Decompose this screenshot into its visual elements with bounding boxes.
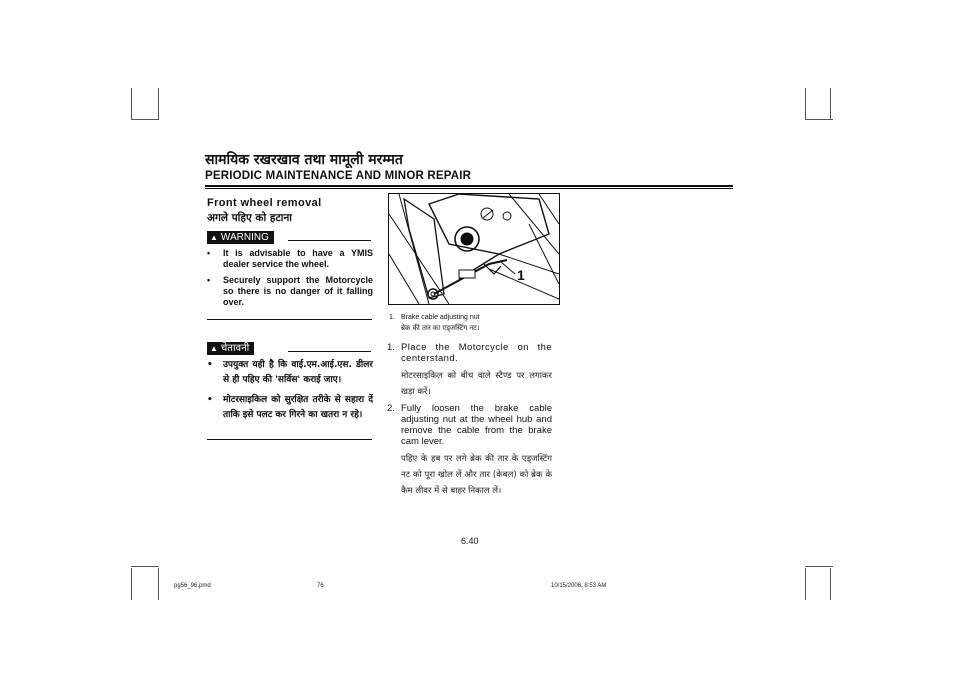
warning-list-hindi [207, 358, 373, 428]
warning-list [207, 248, 373, 313]
step-number: 2. [387, 403, 395, 414]
warning-icon: ▲ [210, 344, 218, 353]
caption-number: 1. [389, 314, 395, 321]
crop-mark [805, 568, 806, 600]
list-item: • Securely support the Motorcycle so there is no danger of it falling over. [207, 275, 373, 307]
warning-badge-hindi [207, 342, 254, 355]
header-rule [205, 185, 733, 187]
page-title: PERIODIC MAINTENANCE AND MINOR REPAIR [205, 170, 472, 182]
warning-end-rule [207, 319, 372, 320]
wheel-hub-illustration [389, 194, 559, 304]
warning-item: Securely support the Motorcycle so there is no danger of it falling over. [223, 275, 373, 307]
procedure-steps [387, 342, 552, 502]
crop-mark [830, 568, 831, 600]
step-text-hindi: मोटरसाइकिल को बीच वाले स्टैण्ड पर लगाकर खड़ा करें। [401, 371, 552, 397]
step-item [387, 342, 552, 400]
section-title-hindi: अगले पहिए को हटाना [207, 212, 293, 224]
crop-mark [131, 568, 132, 600]
footer-page: 76 [317, 583, 324, 589]
crop-mark [158, 568, 159, 600]
list-item: • मोटरसाइकिल को सुरक्षित तरीके से सहारा दें ताकि इसे पलट कर गिरने का खतरा न रहे। [207, 395, 373, 420]
step-text: Place the Motorcycle on the centerstand. [401, 342, 552, 364]
list-item: • It is advisable to have a YMIS dealer service the wheel. [207, 248, 373, 269]
warning-item: It is advisable to have a YMIS dealer service the wheel. [223, 248, 373, 269]
figure-callout: 1 [517, 267, 525, 283]
header-rule-thin [205, 188, 733, 189]
crop-mark [158, 88, 159, 120]
crop-mark [805, 88, 806, 120]
page-number: 6.40 [461, 536, 479, 546]
warning-item-hindi: उपयुक्त यही है कि वाई.एम.आई.एस. डीलर से ही पहिए की 'सर्विस' कराई जाए। [223, 360, 373, 385]
footer-file: pg56_96.pmd [174, 583, 211, 589]
figure-caption [389, 313, 480, 323]
warning-end-rule [207, 439, 372, 440]
section-title: Front wheel removal [207, 197, 322, 209]
step-number: 1. [387, 342, 395, 353]
crop-mark [131, 88, 132, 120]
caption-text: Brake cable adjusting nut [401, 314, 480, 321]
step-item [387, 403, 552, 499]
warning-badge [207, 231, 274, 244]
warning-label-hindi: चेतावनी [220, 343, 250, 354]
step-text: Fully loosen the brake cable adjusting nut at the wheel hub and remove the cable from the brake cam lever. [401, 403, 552, 447]
crop-mark [830, 88, 831, 120]
brake-cable-figure [388, 193, 560, 305]
crop-mark [805, 566, 833, 567]
list-item: • उपयुक्त यही है कि वाई.एम.आई.एस. डीलर से ही पहिए की 'सर्विस' कराई जाए। [207, 360, 373, 385]
crop-mark [131, 119, 159, 120]
warning-item-hindi: मोटरसाइकिल को सुरक्षित तरीके से सहारा दें ताकि इसे पलट कर गिरने का खतरा न रहे। [223, 395, 373, 420]
page-title-hindi: सामयिक रखरखाव तथा मामूली मरम्मत [205, 152, 403, 168]
warning-rule [288, 240, 371, 241]
crop-mark [131, 566, 159, 567]
warning-icon: ▲ [210, 233, 218, 242]
step-text-hindi: पहिए के हब पर लगे ब्रेक की तार के एड्जस्टिंग नट को पूरा खोल लें और तार (केबल) को ब्रेक के कैम लीवर में से बाहर निकाल लें। [401, 454, 552, 496]
crop-mark [805, 119, 833, 120]
figure-caption-hindi: ब्रेक की तार का एड्जस्टिंग नट। [401, 324, 480, 332]
footer-datetime: 10/15/2006, 8:53 AM [551, 583, 607, 589]
warning-label: WARNING [220, 232, 269, 243]
warning-rule [288, 351, 371, 352]
